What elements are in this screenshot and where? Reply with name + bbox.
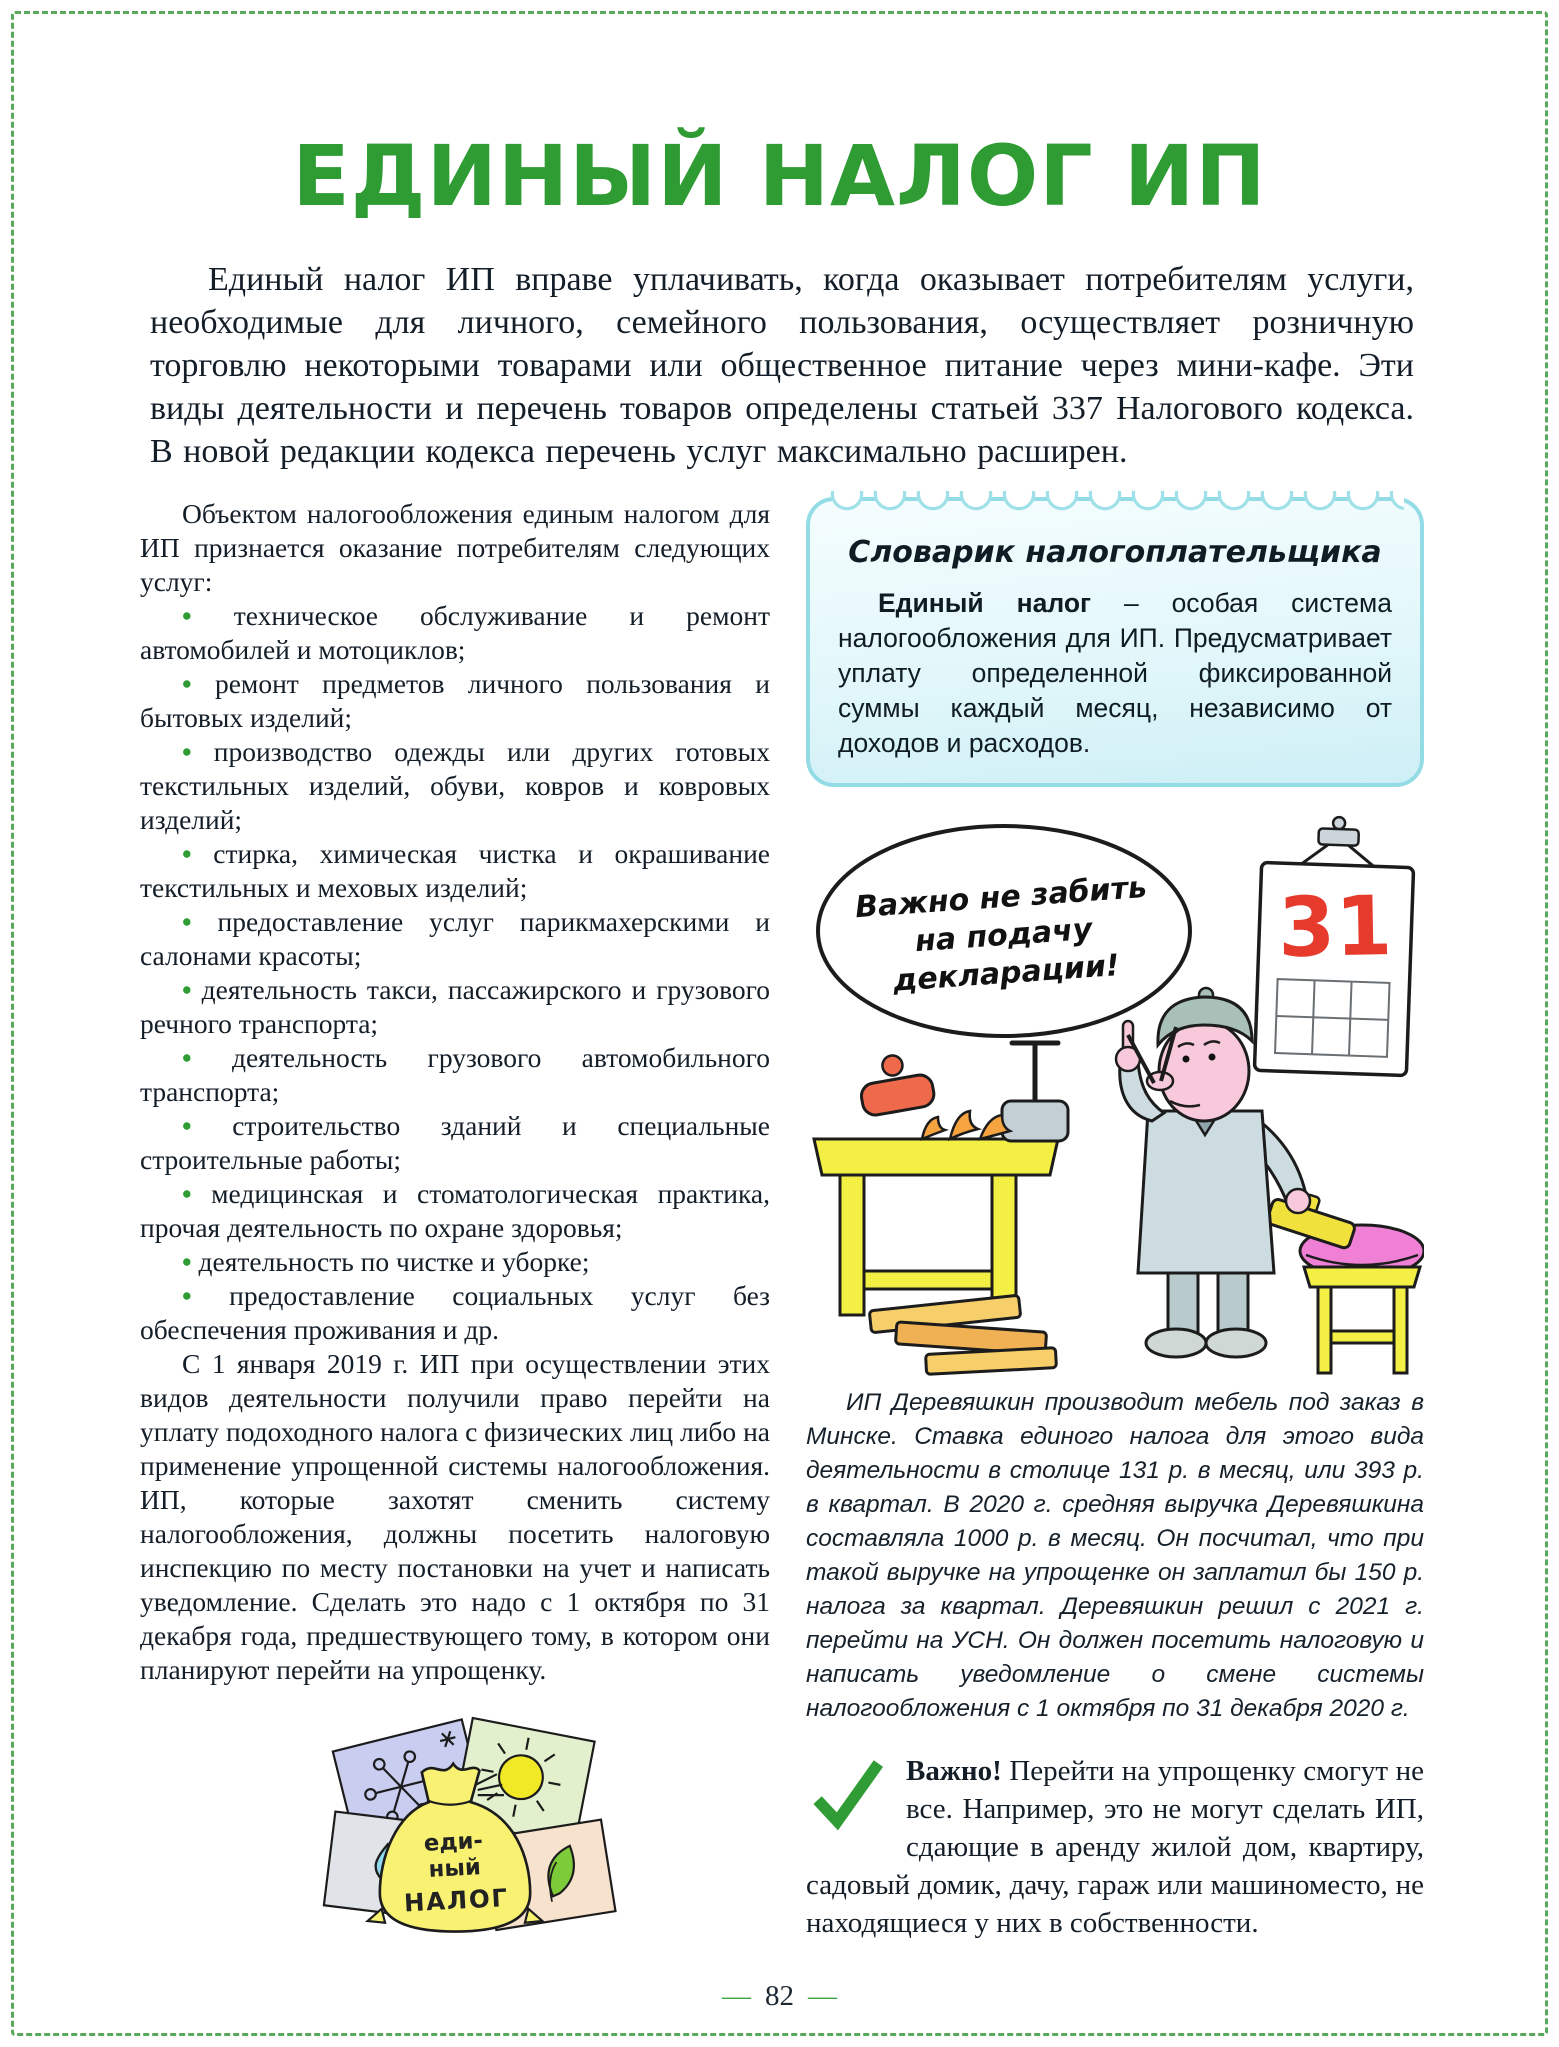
checkmark-icon xyxy=(808,1756,888,1832)
scalloped-edge xyxy=(826,491,1404,521)
bubble-text-line3: декларации! xyxy=(891,948,1121,999)
important-note xyxy=(806,1752,1424,1942)
important-label: Важно! xyxy=(906,1755,1002,1787)
vise xyxy=(1002,1041,1068,1141)
bag-label-line1: еди- xyxy=(423,1827,484,1857)
money-bag-illustration xyxy=(279,1699,631,1935)
wall-calendar xyxy=(1254,814,1415,1075)
bullet-item: • строительство зданий и специальные строительные работы; xyxy=(140,1109,770,1177)
page-title: ЕДИНЫЙ НАЛОГ ИП xyxy=(292,127,1267,226)
calendar-day: 31 xyxy=(1277,879,1394,977)
dictionary-term-definition: – особая система налогообложения для ИП. Предусматривает уплату определенной фиксированной суммы каждый месяц, независимо от доходов и расходов. xyxy=(838,588,1392,758)
bullet-item: • ремонт предметов личного пользования и бытовых изделий; xyxy=(140,667,770,735)
bullet-item: • стирка, химическая чистка и окрашивание текстильных и меховых изделий; xyxy=(140,837,770,905)
bullet-item: • техническое обслуживание и ремонт автомобилей и мотоциклов; xyxy=(140,599,770,667)
bubble-text-line2: на подачу xyxy=(913,911,1094,960)
workbench xyxy=(814,1041,1068,1374)
page-footer xyxy=(0,1980,1559,2013)
bag-label-line3: НАЛОГ xyxy=(403,1883,510,1918)
bullet-item: • деятельность такси, пассажирского и грузового речного транспорта; xyxy=(140,973,770,1041)
bullet-item: • медицинская и стоматологическая практика, прочая деятельность по охране здоровья; xyxy=(140,1177,770,1245)
bullet-item: • предоставление услуг парикмахерскими и салонами красоты; xyxy=(140,905,770,973)
wood-shavings xyxy=(922,1111,1010,1139)
dictionary-term: Единый налог xyxy=(878,588,1092,618)
bubble-text-line1: Важно не забить xyxy=(853,869,1148,926)
bullet-item: • деятельность грузового автомобильного транспорта; xyxy=(140,1041,770,1109)
dictionary-title: Словарик налогоплательщика xyxy=(848,535,1382,570)
speech-bubble xyxy=(818,826,1190,1083)
lead-paragraph: Объектом налогообложения единым налогом для ИП признается оказание потребителям следующих услуг: xyxy=(140,498,770,597)
right-column xyxy=(806,497,1424,1942)
bullet-item: • производство одежды или других готовых текстильных изделий, обуви, ковров и ковровых изделий; xyxy=(140,735,770,837)
bag-label-line2: ный xyxy=(427,1854,482,1883)
footer-dash-left: — xyxy=(722,1980,751,2012)
page-number: 82 xyxy=(765,1980,794,2012)
footer-dash-right: — xyxy=(808,1980,837,2012)
intro-paragraph: Единый налог ИП вправе уплачивать, когда оказывает потребителям услуги, необходимые для личного, семейного пользования, осуществляет розничную торговлю некоторыми товарами или общественное питание через мини-кафе. Эти виды деятельности и перечень товаров определены статьей 337 Налогового кодекса. В новой редакции кодекса перечень услуг максимально расширен. xyxy=(150,261,1414,470)
content-columns xyxy=(140,497,1424,1942)
bullet-item: • деятельность по чистке и уборке; xyxy=(140,1245,770,1279)
dictionary-box xyxy=(806,497,1424,787)
plank-pile xyxy=(869,1295,1056,1374)
mallet xyxy=(855,1049,936,1117)
important-text: Перейти на упрощенку смогут не все. Например, это не могут сделать ИП, сдающие в аренду жилой дом, квартиру, садовый домик, дачу, гараж или машиноместо, не находящиеся у них в собственности. xyxy=(806,1755,1424,1939)
left-column xyxy=(140,497,770,1935)
carpenter-cartoon xyxy=(806,803,1424,1378)
cartoon-caption: ИП Деревяшкин производит мебель под заказ в Минске. Ставка единого налога для этого вида деятельности в столице 131 р. в месяц, или 393 р. в квартал. В 2020 г. средняя выручка Деревяшкина составляла 1000 р. в месяц. Он посчитал, что при такой выручке на упрощенке он заплатил бы 150 р. налога за квартал. Деревяшкин решил с 2021 г. перейти на УСН. Он должен посетить налоговую и написать уведомление о смене системы налогообложения с 1 октября по 31 декабря 2020 г. xyxy=(806,1389,1424,1722)
bullet-item: • предоставление социальных услуг без обеспечения проживания и др. xyxy=(140,1279,770,1347)
dictionary-definition xyxy=(838,586,1392,761)
stool xyxy=(1300,1225,1424,1373)
closing-paragraph: С 1 января 2019 г. ИП при осуществлении этих видов деятельности получили право перейти на уплату подоходного налога с физических лиц либо на применение упрощенной системы налогообложения. ИП, которые захотят сменить систему налогообложения, должны посетить налоговую инспекцию по месту постановки на учет и написать уведомление. Сделать это надо с 1 октября по 31 декабря года, предшествующего тому, в котором они планируют перейти на упрощенку. xyxy=(140,1348,770,1685)
